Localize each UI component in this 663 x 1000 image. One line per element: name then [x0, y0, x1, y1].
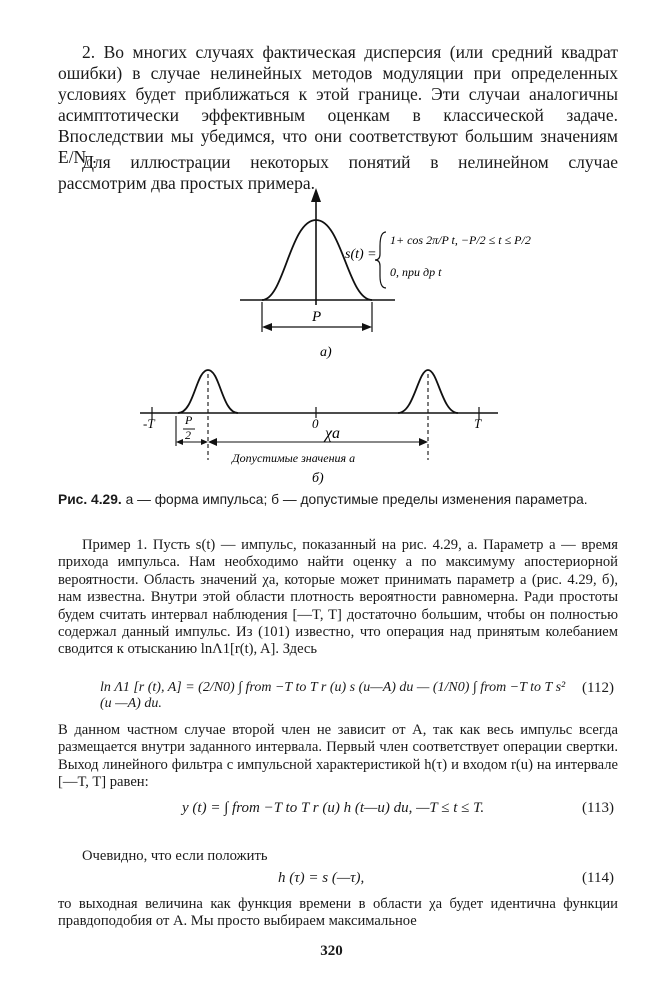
- caption-bold: Рис. 4.29.: [58, 492, 122, 507]
- figure-caption: [58, 492, 638, 507]
- paragraph-1: 2. Во многих случаях фактическая дисперсия (или средний квадрат ошибки) в случае нелинейных методов модуляции при определенных условиях будет приближаться к этой границе. Эти случаи аналогичны асимптотически эффективным оценкам в классической задаче. Впоследствии мы убедимся, что они соответствуют большим значениям E/N₀.: [58, 42, 618, 167]
- formula-case-1: 1+ cos 2π/P t, −P/2 ≤ t ≤ P/2: [390, 233, 531, 247]
- equation-114: h (τ) = s (—τ),: [278, 870, 365, 886]
- range-label: Допустимые значения a: [232, 451, 356, 465]
- equation-112: ln Λ1 [r (t), A] = (2/N0) ∫ from −T to T r (u) s (u—A) du — (1/N0) ∫ from −T to T s² (u —A) du.: [100, 680, 566, 711]
- equation-112-number: (112): [582, 680, 614, 696]
- width-label: P: [312, 309, 322, 325]
- plus-t-label: T: [474, 416, 482, 431]
- paragraph-2: Для иллюстрации некоторых понятий в нелинейном случае рассмотрим два простых примера.: [58, 152, 618, 193]
- paragraph-5: Очевидно, что если положить: [82, 848, 268, 864]
- paragraph-4: В данном частном случае второй член не зависит от A, так как весь импульс всегда размещается внутри заданного интервала. Первый член соответствует операции свертки. Выход линейного фильтра с импульсной характеристикой h(τ) и входом r(u) на интервале [—T, T] равен:: [58, 722, 618, 791]
- half-p-den: 2: [185, 428, 191, 442]
- paragraph-6: то выходная величина как функция времени в области χa будет идентична функции правдоподобия от A. Мы просто выбираем максимальное: [58, 896, 618, 930]
- formula-case-2: 0, при др t: [390, 265, 442, 279]
- sublabel-b: б): [312, 471, 324, 486]
- equation-114-number: (114): [582, 870, 614, 886]
- caption-text: a — форма импульса; б — допустимые пределы изменения параметра.: [125, 492, 588, 507]
- figure-b: [140, 370, 498, 486]
- equation-113: y (t) = ∫ from −T to T r (u) h (t—u) du, —T ≤ t ≤ T.: [182, 800, 485, 816]
- page-number: 320: [320, 943, 343, 959]
- axis-a-arrow: [311, 188, 321, 202]
- equation-113-number: (113): [582, 800, 614, 816]
- minus-t-label: -T: [143, 416, 155, 431]
- figure-4-29: [0, 180, 663, 490]
- paragraph-example-1: Пример 1. Пусть s(t) — импульс, показанный на рис. 4.29, a. Параметр a — время прихода импульса. Нам необходимо найти оценку a по максимуму апостериорной вероятности. Область значений χa, которые может принимать параметр a (рис. 4.29, б), нам известна. Внутри этой области плотность вероятности равномерна. Ради простоты будем считать интервал наблюдения [—T, T] достаточно большим, чтобы он полностью содержал данный импульс. Из (101) известно, что операция над принятым колебанием сводится к отысканию lnΛ1[r(t), A]. Здесь: [58, 537, 618, 658]
- figure-a: [240, 188, 531, 360]
- half-p-num: P: [185, 413, 193, 427]
- zero-label: 0: [312, 416, 319, 431]
- formula-lhs: s(t) =: [345, 247, 377, 262]
- chi-label: χa: [325, 425, 341, 442]
- sublabel-a: a): [320, 345, 332, 360]
